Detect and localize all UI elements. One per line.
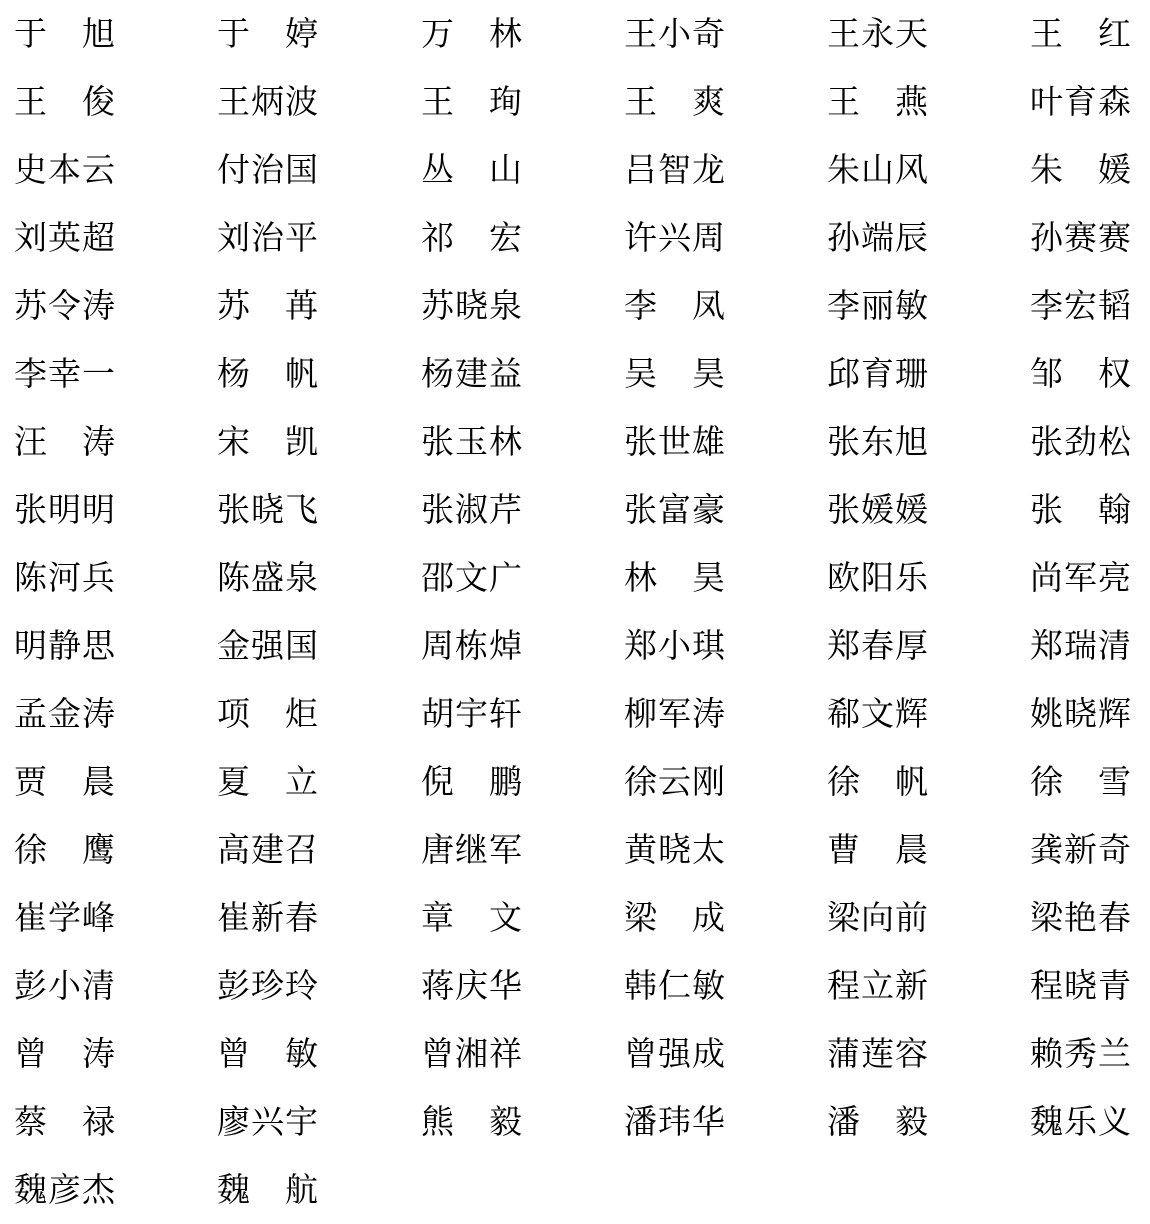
- name-entry: 王 俊: [14, 82, 115, 121]
- name-entry: 程 立 新: [827, 966, 928, 1005]
- name-entry: 彭 小 清: [14, 966, 115, 1005]
- name-entry: 陈 河 兵: [14, 558, 115, 597]
- name-entry: 柳 军 涛: [624, 694, 725, 733]
- name-entry: 郗 文 辉: [827, 694, 928, 733]
- name-entry: 熊 毅: [421, 1102, 522, 1141]
- name-entry: 杨 帆: [217, 354, 318, 393]
- name-entry: 金 强 国: [217, 626, 318, 665]
- name-entry: 姚 晓 辉: [1030, 694, 1131, 733]
- name-entry: 欧 阳 乐: [827, 558, 928, 597]
- name-entry: 夏 立: [217, 762, 318, 801]
- name-row: [0, 1088, 1150, 1156]
- name-entry: 章 文: [421, 898, 522, 937]
- name-entry: 杨 建 益: [421, 354, 522, 393]
- name-entry: 项 炬: [217, 694, 318, 733]
- name-entry: 曹 晨: [827, 830, 928, 869]
- name-entry: 宋 凯: [217, 422, 318, 461]
- name-entry: 祁 宏: [421, 218, 522, 257]
- name-entry: 韩 仁 敏: [624, 966, 725, 1005]
- name-entry: 吕 智 龙: [624, 150, 725, 189]
- name-entry: 苏 令 涛: [14, 286, 115, 325]
- name-row: [0, 408, 1150, 476]
- name-entry: 唐 继 军: [421, 830, 522, 869]
- name-entry: 郑 瑞 清: [1030, 626, 1131, 665]
- name-row: [0, 952, 1150, 1020]
- name-entry: 邹 权: [1030, 354, 1131, 393]
- name-entry: 丛 山: [421, 150, 522, 189]
- name-row: [0, 204, 1150, 272]
- name-entry: 王 炳 波: [217, 82, 318, 121]
- name-entry: 潘 玮 华: [624, 1102, 725, 1141]
- name-entry: 曾 涛: [14, 1034, 115, 1073]
- name-entry: 曾 强 成: [624, 1034, 725, 1073]
- name-entry: 张 翰: [1030, 490, 1131, 529]
- name-entry: 周 栋 焯: [421, 626, 522, 665]
- name-entry: 刘 治 平: [217, 218, 318, 257]
- name-entry: 李 宏 韬: [1030, 286, 1131, 325]
- name-entry: 张 玉 林: [421, 422, 522, 461]
- name-entry: 程 晓 青: [1030, 966, 1131, 1005]
- name-entry: 蒋 庆 华: [421, 966, 522, 1005]
- name-entry: 曾 湘 祥: [421, 1034, 522, 1073]
- name-entry: 徐 云 刚: [624, 762, 725, 801]
- name-row: [0, 544, 1150, 612]
- name-entry: 赖 秀 兰: [1030, 1034, 1131, 1073]
- name-entry: 许 兴 周: [624, 218, 725, 257]
- name-row: [0, 1156, 1150, 1224]
- name-entry: 苏 苒: [217, 286, 318, 325]
- name-entry: 张 富 豪: [624, 490, 725, 529]
- name-row: [0, 884, 1150, 952]
- name-entry: 张 媛 媛: [827, 490, 928, 529]
- name-row: [0, 816, 1150, 884]
- name-entry: 彭 珍 玲: [217, 966, 318, 1005]
- name-entry: 李 丽 敏: [827, 286, 928, 325]
- name-entry: 孙 赛 赛: [1030, 218, 1131, 257]
- name-entry: 邵 文 广: [421, 558, 522, 597]
- name-entry: 王 燕: [827, 82, 928, 121]
- name-entry: 倪 鹏: [421, 762, 522, 801]
- name-entry: 万 林: [421, 14, 522, 53]
- name-entry: 朱 山 风: [827, 150, 928, 189]
- name-entry: 龚 新 奇: [1030, 830, 1131, 869]
- name-entry: 孟 金 涛: [14, 694, 115, 733]
- name-row: [0, 748, 1150, 816]
- name-entry: 史 本 云: [14, 150, 115, 189]
- name-entry: 刘 英 超: [14, 218, 115, 257]
- name-entry: 梁 向 前: [827, 898, 928, 937]
- name-entry: 吴 昊: [624, 354, 725, 393]
- name-entry: 王 爽: [624, 82, 725, 121]
- name-entry: 汪 涛: [14, 422, 115, 461]
- name-entry: 王 珣: [421, 82, 522, 121]
- name-entry: 徐 鹰: [14, 830, 115, 869]
- name-entry: 梁 成: [624, 898, 725, 937]
- name-entry: 于 婷: [217, 14, 318, 53]
- name-entry: 邱 育 珊: [827, 354, 928, 393]
- name-entry: 高 建 召: [217, 830, 318, 869]
- name-entry: 徐 帆: [827, 762, 928, 801]
- name-row: [0, 476, 1150, 544]
- name-entry: 孙 端 辰: [827, 218, 928, 257]
- name-entry: 魏 乐 义: [1030, 1102, 1131, 1141]
- name-entry: 胡 宇 轩: [421, 694, 522, 733]
- name-entry: 梁 艳 春: [1030, 898, 1131, 937]
- name-entry: 陈 盛 泉: [217, 558, 318, 597]
- name-entry: 张 东 旭: [827, 422, 928, 461]
- name-entry: 潘 毅: [827, 1102, 928, 1141]
- name-entry: 李 幸 一: [14, 354, 115, 393]
- name-entry: 明 静 思: [14, 626, 115, 665]
- name-entry: 魏 航: [217, 1170, 318, 1209]
- name-entry: 付 治 国: [217, 150, 318, 189]
- name-entry: 李 凤: [624, 286, 725, 325]
- name-entry: 张 晓 飞: [217, 490, 318, 529]
- name-row: [0, 0, 1150, 68]
- name-entry: 朱 媛: [1030, 150, 1131, 189]
- name-row: [0, 68, 1150, 136]
- name-entry: 尚 军 亮: [1030, 558, 1131, 597]
- name-entry: 崔 新 春: [217, 898, 318, 937]
- name-entry: 王 小 奇: [624, 14, 725, 53]
- name-entry: 贾 晨: [14, 762, 115, 801]
- name-row: [0, 136, 1150, 204]
- name-entry: 崔 学 峰: [14, 898, 115, 937]
- name-entry: 徐 雪: [1030, 762, 1131, 801]
- name-entry: 郑 春 厚: [827, 626, 928, 665]
- name-row: [0, 680, 1150, 748]
- name-entry: 郑 小 琪: [624, 626, 725, 665]
- name-row: [0, 1020, 1150, 1088]
- name-entry: 苏 晓 泉: [421, 286, 522, 325]
- name-entry: 张 淑 芹: [421, 490, 522, 529]
- name-entry: 魏 彦 杰: [14, 1170, 115, 1209]
- name-row: [0, 272, 1150, 340]
- name-entry: 廖 兴 宇: [217, 1102, 318, 1141]
- name-row: [0, 340, 1150, 408]
- name-entry: 张 劲 松: [1030, 422, 1131, 461]
- name-entry: 林 昊: [624, 558, 725, 597]
- name-entry: 曾 敏: [217, 1034, 318, 1073]
- name-entry: 王 永 天: [827, 14, 928, 53]
- name-entry: 张 世 雄: [624, 422, 725, 461]
- name-entry: 叶 育 森: [1030, 82, 1131, 121]
- name-entry: 张 明 明: [14, 490, 115, 529]
- name-entry: 于 旭: [14, 14, 115, 53]
- name-entry: 蔡 禄: [14, 1102, 115, 1141]
- name-entry: 黄 晓 太: [624, 830, 725, 869]
- name-entry: 王 红: [1030, 14, 1131, 53]
- name-entry: 蒲 莲 容: [827, 1034, 928, 1073]
- name-row: [0, 612, 1150, 680]
